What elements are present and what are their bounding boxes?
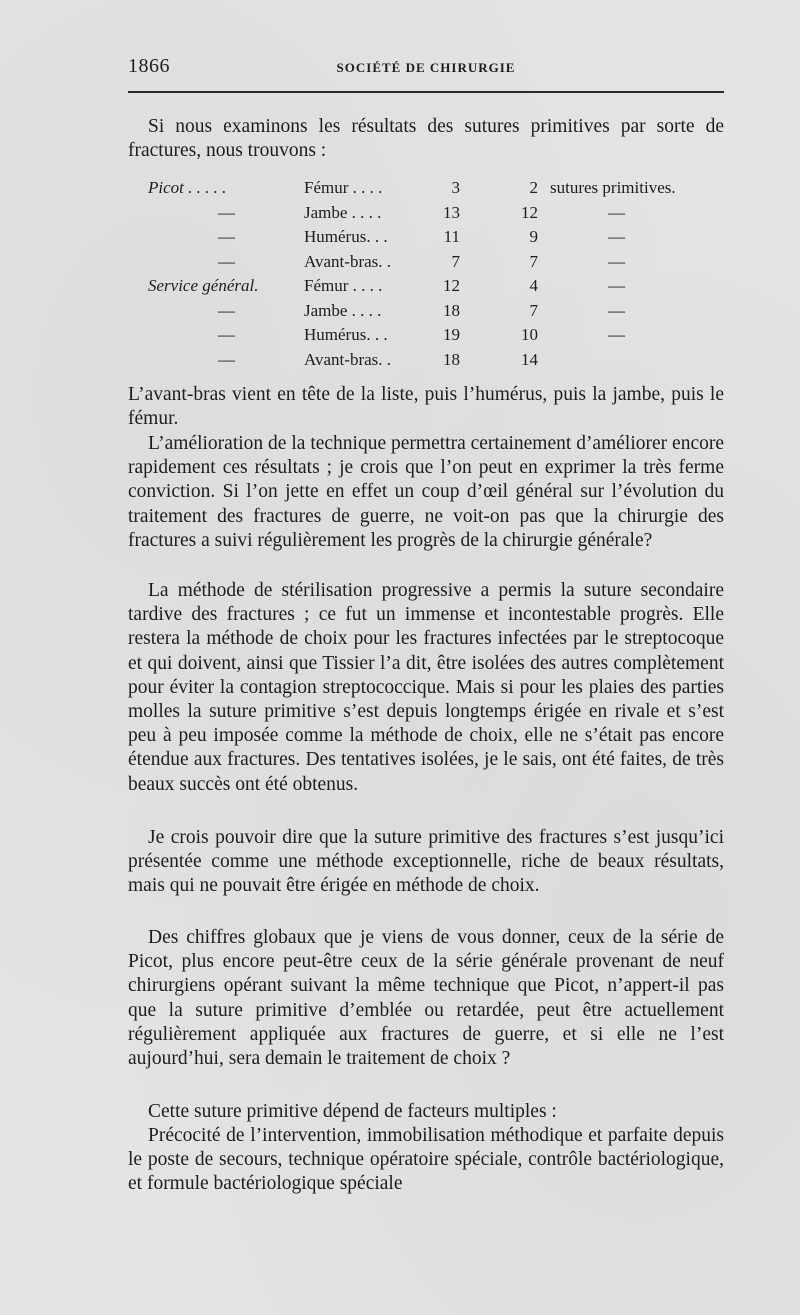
table-row	[148, 203, 728, 225]
row-note: —	[608, 227, 625, 246]
row-total: 3	[451, 178, 460, 197]
paragraph: Des chiffres globaux que je viens de vous donner, ceux de la série de Picot, plus encore peut-être ceux de la série générale provenant de neuf chirurgiens opérant suivant la même technique que Picot, n’appert-il pas que la suture primitive d’emblée ou retardée, peut être actuellement régulièrement appliquée aux fractures de guerre, et si elle ne l’est aujourd’hui, sera demain le traitement de choix ?	[128, 927, 724, 1070]
row-group: —	[218, 325, 235, 344]
row-primitive: 7	[529, 300, 538, 320]
row-primitive: 9	[529, 227, 538, 246]
row-total: 18	[443, 349, 460, 369]
row-primitive: 4	[529, 276, 538, 295]
paragraph: L’avant-bras vient en tête de la liste, puis l’humérus, puis la jambe, puis le fémur.	[128, 384, 724, 430]
paragraph: L’amélioration de la technique permettra certainement d’améliorer encore rapidement ces résultats ; je crois que l’on peut en exprimer la très ferme conviction. Si l’on jette en effet un coup d’œil général sur l’évolution du traitement des fractures de guerre, ne voit-on pas que la chirurgie des fractures a suivi régulièrement les progrès de la chirurgie générale?	[128, 433, 724, 551]
row-total: 11	[443, 227, 460, 246]
paragraph: Cette suture primitive dépend de facteurs multiples :	[148, 1101, 557, 1122]
row-bone: Jambe . . . .	[304, 202, 382, 222]
row-note: —	[608, 276, 625, 295]
row-bone: Jambe . . . .	[304, 300, 382, 320]
table-row	[148, 252, 728, 274]
row-note: sutures primitives.	[550, 178, 676, 197]
row-primitive: 7	[529, 251, 538, 271]
row-total: 12	[443, 276, 460, 295]
row-group: Service général.	[148, 276, 259, 295]
row-note: —	[608, 300, 625, 320]
row-group: —	[218, 251, 235, 271]
row-group: —	[218, 300, 235, 320]
table-row	[148, 350, 728, 372]
row-primitive: 10	[521, 325, 538, 344]
row-note: —	[608, 202, 625, 222]
row-total: 13	[443, 202, 460, 222]
row-primitive: 12	[521, 202, 538, 222]
row-bone: Humérus. . .	[304, 227, 388, 246]
row-bone: Avant-bras. .	[304, 251, 392, 271]
page-number: 1866	[128, 55, 170, 77]
header-rule	[128, 91, 724, 93]
table-row	[148, 227, 728, 249]
row-group: —	[218, 349, 235, 369]
row-primitive: 14	[521, 349, 538, 369]
row-group: —	[218, 202, 235, 222]
row-total: 19	[443, 325, 460, 344]
row-note: —	[608, 251, 625, 271]
row-total: 7	[451, 251, 460, 271]
row-bone: Fémur . . . .	[304, 178, 383, 197]
row-bone: Avant-bras. .	[304, 349, 392, 369]
table-row	[148, 276, 728, 298]
page-header	[128, 55, 724, 79]
paragraph: Précocité de l’intervention, immobilisation méthodique et parfaite depuis le poste de secours, technique opératoire spéciale, contrôle bactériologique, et formule bactériologique spéciale	[128, 1125, 724, 1195]
row-bone: Fémur . . . .	[304, 276, 383, 295]
row-group: Picot . . . . .	[148, 178, 227, 197]
row-note: —	[608, 325, 625, 344]
running-head: SOCIÉTÉ DE CHIRURGIE	[336, 60, 516, 75]
row-total: 18	[443, 300, 460, 320]
row-group: —	[218, 227, 235, 246]
table-row	[148, 301, 728, 323]
paragraph: La méthode de stérilisation progressive a permis la suture secondaire tardive des fractures ; ce fut un immense et incontestable progrès. Elle restera la méthode de choix pour les fractures infectées par le streptocoque et qui doivent, ainsi que Tissier l’a dit, être isolées des autres complètement pour éviter la contagion streptococcique. Mais si pour les plaies des parties molles la suture primitive s’est depuis longtemps érigée en rivale et s’est peu à peu imposée comme la méthode de choix, elle ne s’était pas encore étendue aux fractures. Des tentatives isolées, je le sais, ont été faites, de très beaux succès ont été obtenus.	[128, 580, 724, 795]
paragraph: Je crois pouvoir dire que la suture primitive des fractures s’est jusqu’ici présentée comme une méthode exceptionnelle, riche de beaux résultats, mais qui ne pouvait être érigée en méthode de choix.	[128, 827, 724, 897]
table-row	[148, 178, 728, 200]
intro-paragraph: Si nous examinons les résultats des sutures primitives par sorte de fractures, nous trouvons :	[128, 116, 724, 162]
table-row	[148, 325, 728, 347]
row-primitive: 2	[529, 178, 538, 197]
row-bone: Humérus. . .	[304, 325, 388, 344]
